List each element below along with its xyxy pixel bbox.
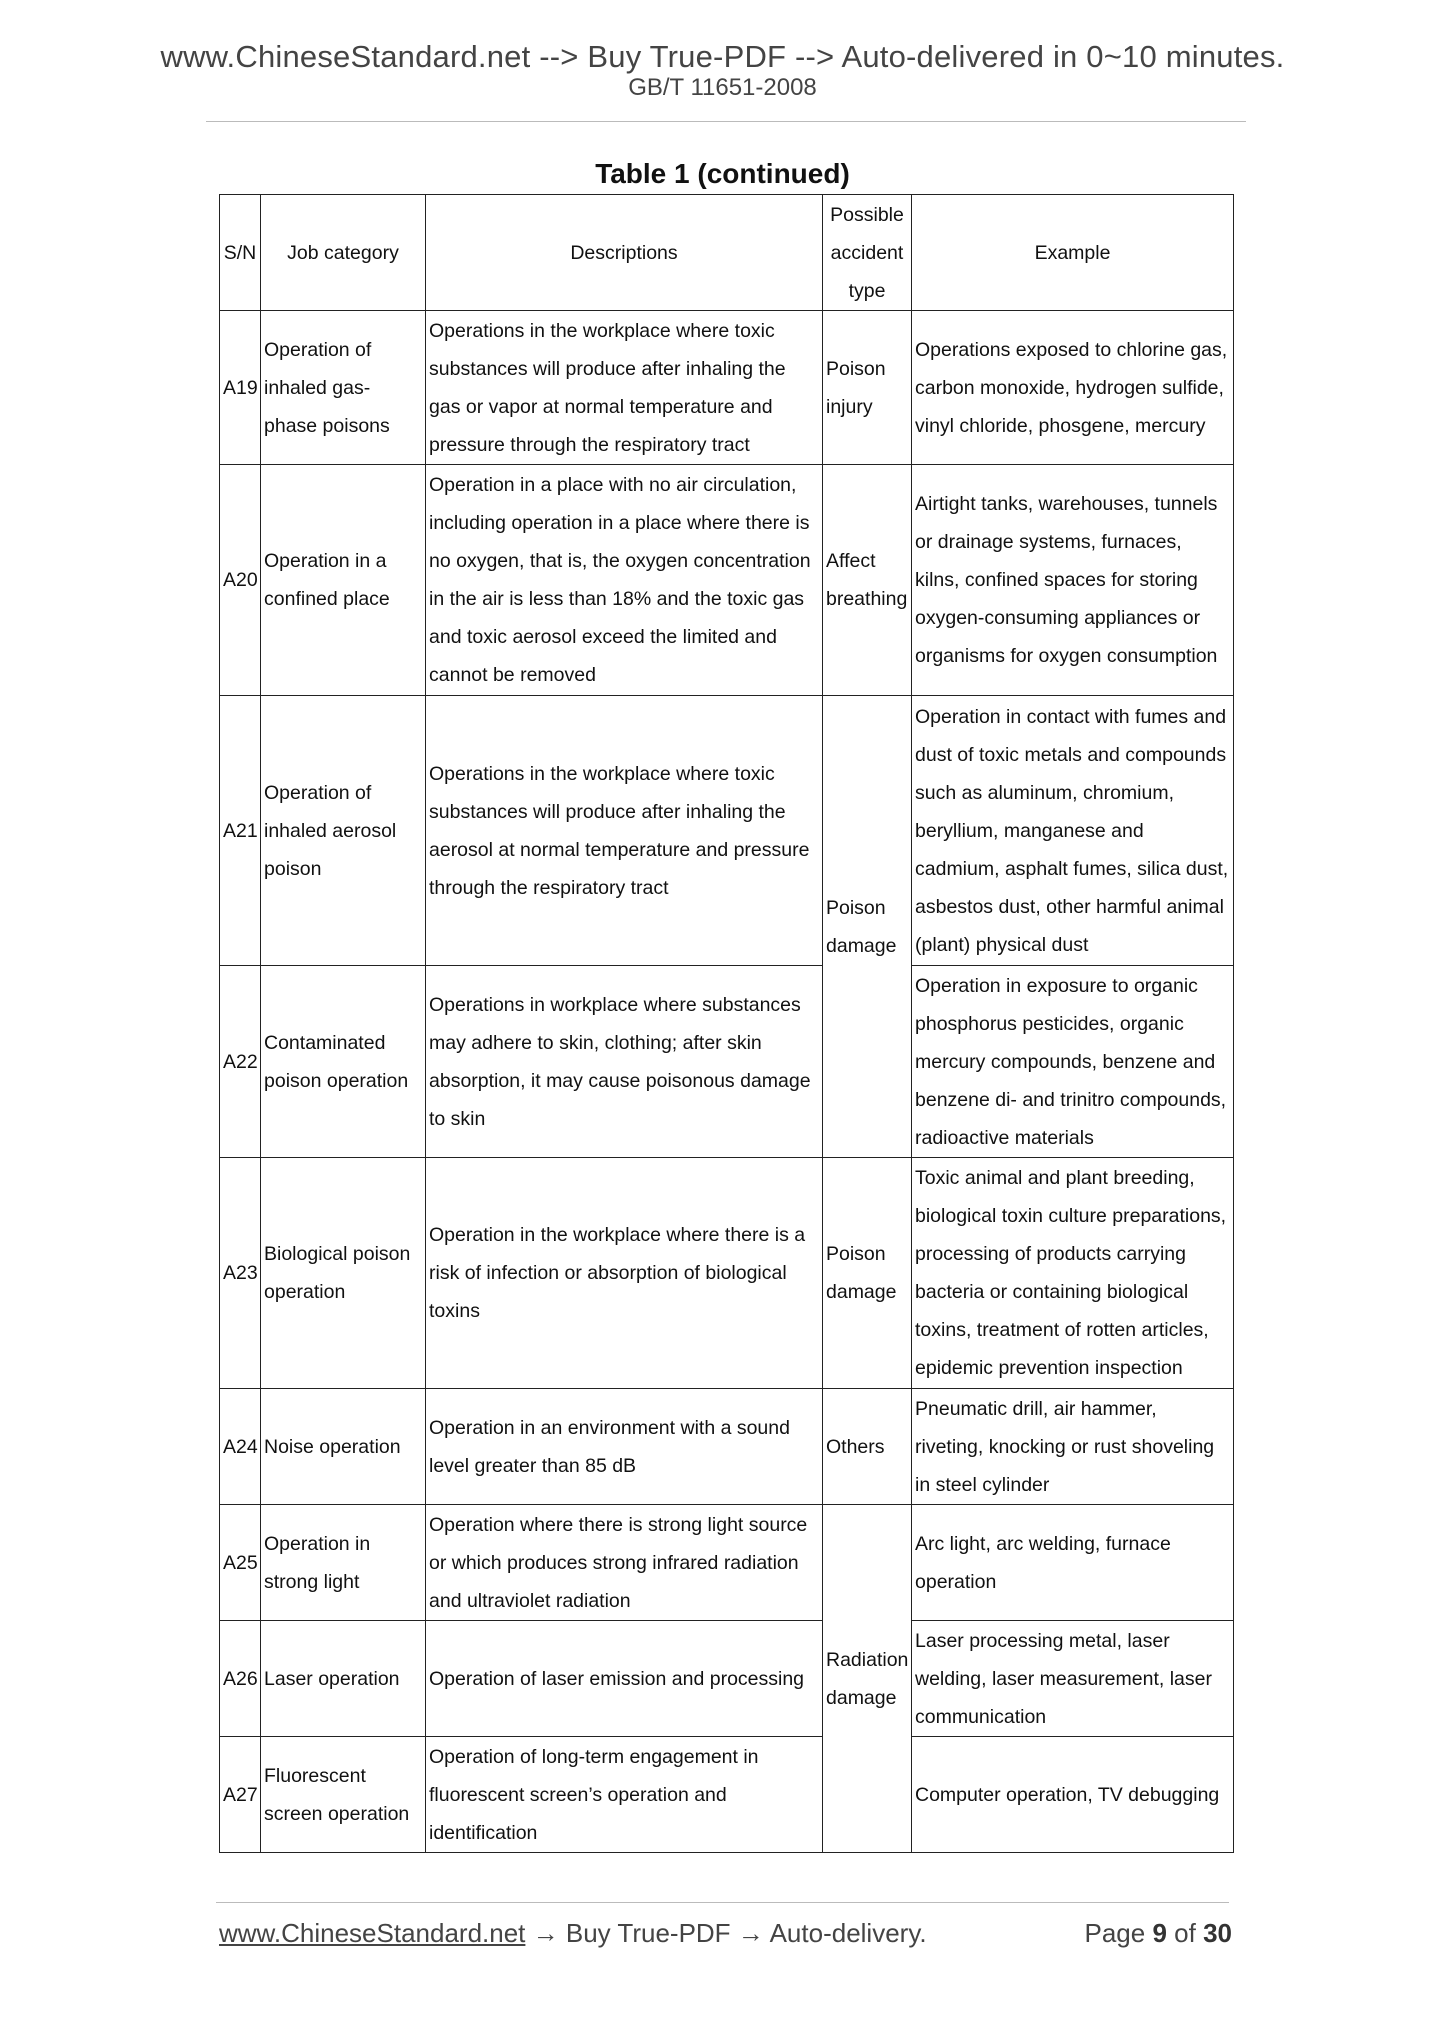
cell-example: Pneumatic drill, air hammer, riveting, knocking or rust shoveling in steel cylinder (912, 1389, 1234, 1505)
cell-job-category: Contaminated poison operation (261, 966, 426, 1158)
cell-example: Operation in exposure to organic phosphorus pesticides, organic mercury compounds, benzene and benzene di- and trinitro compounds, radioactive materials (912, 966, 1234, 1158)
arrow-icon: → (730, 1918, 770, 1948)
column-header-accident-type: Possible accident type (823, 195, 912, 311)
cell-accident-type: Others (823, 1389, 912, 1505)
cell-description: Operations in workplace where substances may adhere to skin, clothing; after skin absorption, it may cause poisonous damage to skin (426, 966, 823, 1158)
cell-example: Operation in contact with fumes and dust of toxic metals and compounds such as aluminum, chromium, beryllium, manganese and cadmium, asphalt fumes, silica dust, asbestos dust, other harmful animal (plant) physical dust (912, 696, 1234, 966)
table-row-a25 (220, 1505, 1234, 1621)
cell-sn: A26 (220, 1621, 261, 1737)
cell-example: Arc light, arc welding, furnace operation (912, 1505, 1234, 1621)
cell-sn: A24 (220, 1389, 261, 1505)
cell-job-category: Laser operation (261, 1621, 426, 1737)
cell-job-category: Operation in strong light (261, 1505, 426, 1621)
cell-accident-type-merged: Radiation damage (823, 1505, 912, 1853)
cell-sn: A21 (220, 696, 261, 966)
column-header-job-category: Job category (261, 195, 426, 311)
cell-job-category: Noise operation (261, 1389, 426, 1505)
column-header-example: Example (912, 195, 1234, 311)
page-number: 9 (1152, 1918, 1167, 1948)
table-row-a21 (220, 696, 1234, 966)
document-code: GB/T 11651-2008 (628, 74, 817, 101)
page-total: 30 (1203, 1918, 1232, 1948)
cell-sn: A22 (220, 966, 261, 1158)
header-divider (206, 121, 1246, 122)
cell-description: Operation of long-term engagement in fluorescent screen’s operation and identification (426, 1737, 823, 1853)
cell-sn: A20 (220, 465, 261, 696)
cell-job-category: Fluorescent screen operation (261, 1737, 426, 1853)
cell-description: Operation where there is strong light source or which produces strong infrared radiation and ultraviolet radiation (426, 1505, 823, 1621)
cell-accident-type-merged: Poison damage (823, 696, 912, 1158)
cell-description: Operation of laser emission and processing (426, 1621, 823, 1737)
column-header-sn: S/N (220, 195, 261, 311)
cell-example: Laser processing metal, laser welding, laser measurement, laser communication (912, 1621, 1234, 1737)
cell-sn: A23 (220, 1158, 261, 1389)
job-category-table (219, 194, 1234, 1853)
table-row-a24 (220, 1389, 1234, 1505)
page-label: Page (1084, 1918, 1146, 1948)
cell-example: Airtight tanks, warehouses, tunnels or drainage systems, furnaces, kilns, confined spaces for storing oxygen-consuming appliances or organisms for oxygen consumption (912, 465, 1234, 696)
cell-description: Operation in the workplace where there is a risk of infection or absorption of biological toxins (426, 1158, 823, 1389)
cell-job-category: Operation in a confined place (261, 465, 426, 696)
cell-job-category: Biological poison operation (261, 1158, 426, 1389)
table-row-a22 (220, 966, 1234, 1158)
site-banner: www.ChineseStandard.net --> Buy True-PDF --> Auto-delivered in 0~10 minutes. (160, 39, 1285, 74)
cell-description: Operations in the workplace where toxic substances will produce after inhaling the gas or vapor at normal temperature and pressure through the respiratory tract (426, 311, 823, 465)
page-indicator (1084, 1918, 1232, 1949)
table-row-a19 (220, 311, 1234, 465)
footer-promo (219, 1918, 927, 1949)
table-row-a23 (220, 1158, 1234, 1389)
column-header-descriptions: Descriptions (426, 195, 823, 311)
footer-site-link[interactable]: www.ChineseStandard.net (219, 1918, 526, 1948)
footer-buy-text: Buy True-PDF (565, 1918, 731, 1948)
cell-job-category: Operation of inhaled aerosol poison (261, 696, 426, 966)
cell-sn: A27 (220, 1737, 261, 1853)
cell-accident-type: Affect breathing (823, 465, 912, 696)
cell-sn: A19 (220, 311, 261, 465)
table-row-a27 (220, 1737, 1234, 1853)
table-row-a26 (220, 1621, 1234, 1737)
table-title: Table 1 (continued) (595, 158, 850, 189)
cell-job-category: Operation of inhaled gas-phase poisons (261, 311, 426, 465)
cell-example: Computer operation, TV debugging (912, 1737, 1234, 1853)
cell-example: Operations exposed to chlorine gas, carbon monoxide, hydrogen sulfide, vinyl chloride, phosgene, mercury (912, 311, 1234, 465)
table-row-a20 (220, 465, 1234, 696)
footer-divider (216, 1902, 1229, 1903)
cell-accident-type: Poison injury (823, 311, 912, 465)
page-of-label: of (1174, 1918, 1196, 1948)
cell-description: Operation in an environment with a sound level greater than 85 dB (426, 1389, 823, 1505)
footer-delivery-text: Auto-delivery. (769, 1918, 927, 1948)
cell-description: Operations in the workplace where toxic substances will produce after inhaling the aerosol at normal temperature and pressure through the respiratory tract (426, 696, 823, 966)
cell-accident-type: Poison damage (823, 1158, 912, 1389)
cell-description: Operation in a place with no air circulation, including operation in a place where there is no oxygen, that is, the oxygen concentration in the air is less than 18% and the toxic gas and toxic aerosol exceed the limited and cannot be removed (426, 465, 823, 696)
cell-example: Toxic animal and plant breeding, biological toxin culture preparations, processing of products carrying bacteria or containing biological toxins, treatment of rotten articles, epidemic prevention inspection (912, 1158, 1234, 1389)
cell-sn: A25 (220, 1505, 261, 1621)
arrow-icon: → (525, 1918, 566, 1948)
table-header-row (220, 195, 1234, 311)
